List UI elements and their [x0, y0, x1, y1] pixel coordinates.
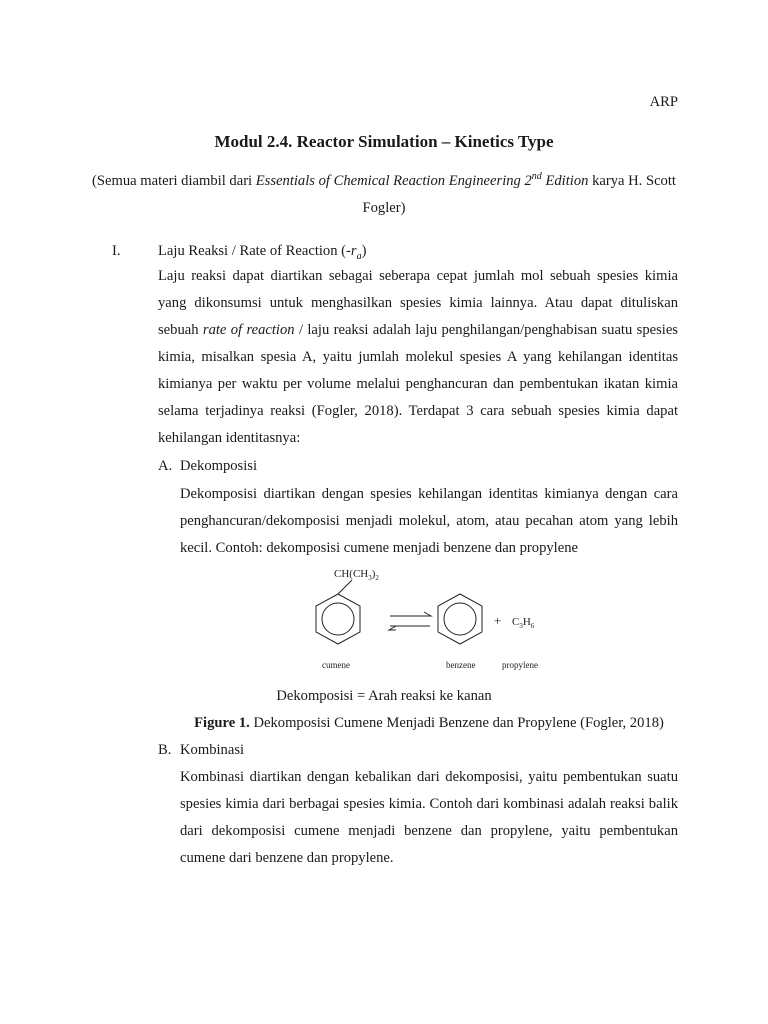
subtitle-edition: Edition — [541, 172, 589, 189]
section-heading-r: r — [350, 243, 357, 259]
page-title: Modul 2.4. Reactor Simulation – Kinetics Type — [214, 132, 554, 151]
section-number: I. — [112, 243, 121, 259]
section-heading-sub: a — [356, 250, 362, 262]
section-heading-post: ) — [361, 243, 367, 259]
figure-caption — [0, 715, 768, 732]
section-paragraph — [158, 263, 678, 452]
subsection-b-heading: Kombinasi — [180, 742, 245, 758]
subtitle — [90, 163, 678, 222]
para-post: / laju reaksi adalah laju penghilangan/penghabisan suatu spesies kimia, misalkan spesia A, yaitu jumlah molekul spesies A yang kehilangan identitas kimianya per waktu per volume melalui penghancuran dan pembentukan ikatan kimia selama terjadinya reaksi (Fogler, 2018). Terdapat 3 cara sebuah spesies kimia dapat kehilangan identitasnya: — [158, 322, 678, 446]
subsection-a-letter: A. — [158, 458, 173, 474]
reaction-figure — [300, 562, 560, 674]
subsection-b-paragraph: Kombinasi diartikan dengan kebalikan dari dekomposisi, yaitu pembentukan suatu spesies kimia dari berbagai spesies kimia. Contoh dari kombinasi adalah reaksi balik dari dekomposisi cumene menjadi benzene dan propylene, yaitu pembentukan cumene dari benzene dan propylene. — [180, 769, 678, 866]
propylene-formula: $C_3H_6$ — [512, 616, 535, 630]
subtitle-pre: (Semua materi diambil dari — [92, 172, 256, 189]
label-cumene: cumene — [322, 660, 350, 670]
figure-caption-label: Figure 1. — [194, 715, 250, 731]
plus-sign: + — [494, 613, 502, 628]
subsection-a-paragraph: Dekomposisi diartikan dengan spesies kehilangan identitas kimianya dengan cara penghancuran/dekomposisi menjadi molekul, atom, atau pecahan atom yang lebih kecil. Contoh: dekomposisi cumene menjadi benzene dan propylene — [180, 486, 678, 556]
section-heading — [158, 243, 366, 262]
section-heading-pre: Laju Reaksi / Rate of Reaction (- — [158, 243, 351, 259]
subsection-b-letter: B. — [158, 742, 172, 758]
subtitle-sup: nd — [531, 171, 542, 182]
subsection-a-heading: Dekomposisi — [180, 458, 258, 474]
subtitle-book: Essentials of Chemical Reaction Engineering 2 — [255, 172, 532, 189]
label-propylene: propylene — [502, 660, 538, 670]
label-benzene: benzene — [446, 660, 476, 670]
cumene-substituent: $CH(CH_3)_2$ — [334, 568, 379, 582]
equilibrium-arrows-icon — [389, 612, 431, 630]
para-italic: rate of reaction — [202, 322, 295, 338]
figure-caption-text: Dekomposisi Cumene Menjadi Benzene dan Propylene (Fogler, 2018) — [249, 715, 664, 731]
cumene-ring-icon — [316, 580, 360, 644]
author-initials: ARP — [649, 94, 678, 110]
benzene-ring-icon — [438, 594, 482, 644]
para-pre: Laju reaksi dapat diartikan sebagai seberapa cepat jumlah mol sebuah spesies kimia yang dikonsumsi untuk menghasilkan spesies kimia lainnya. Atau dapat dituliskan sebuah — [158, 268, 678, 338]
figure-note: Dekomposisi = Arah reaksi ke kanan — [276, 688, 492, 704]
subtitle-post: karya H. Scott Fogler) — [362, 172, 676, 216]
